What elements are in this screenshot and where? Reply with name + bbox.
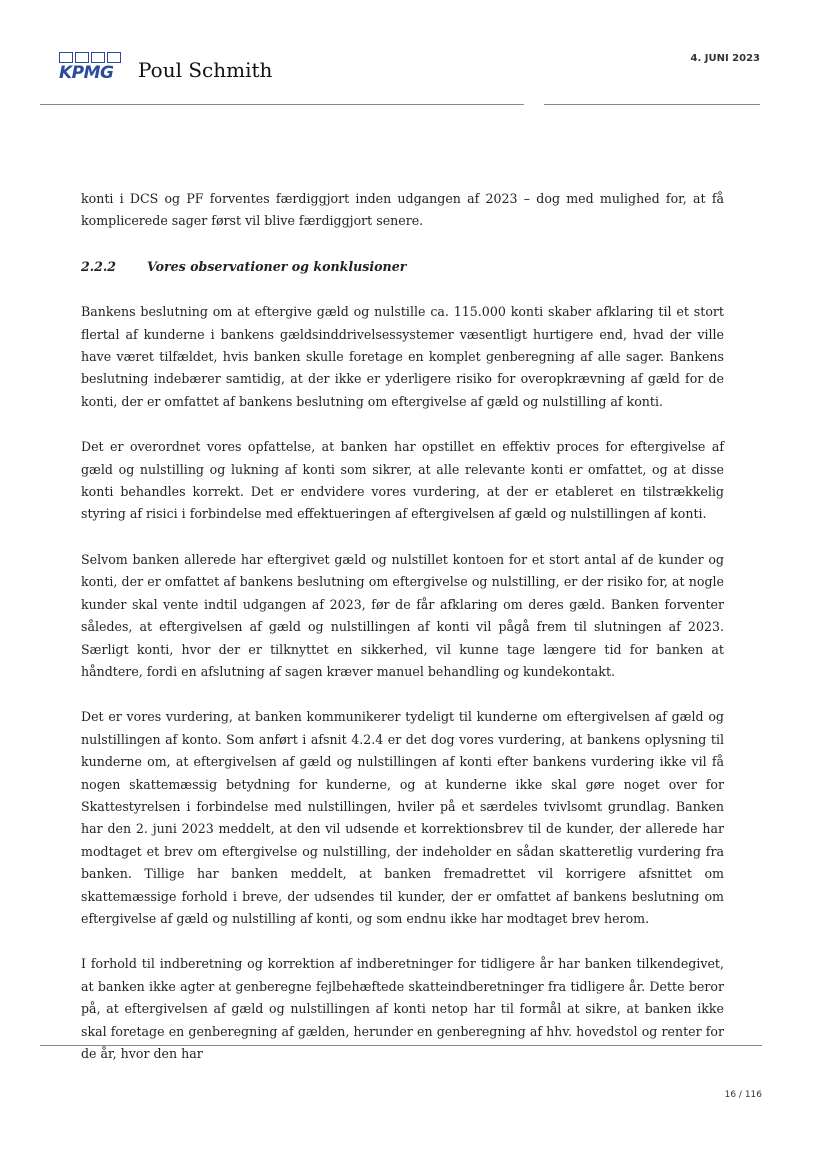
paragraph: I forhold til indberetning og korrektion af indberetninger for tidligere år har banken tilkendegivet, at banken ikke agter at genberegne fejlbehæftede skatteindberetninger fra tidligere år. Dette beror på, at eftergivelsen af gæld og nulstillingen af konti netop har til formål at sikre, at banken ikke skal foretage en genberegning af gælden, herunder en genberegning af hhv. hovedstol og renter for de år, hvor den har [81, 956, 724, 1061]
logo-text: KPMG [59, 63, 114, 83]
section-title: Vores observationer og konklusioner [147, 258, 407, 274]
header-divider-right [544, 104, 760, 105]
paragraph: Det er overordnet vores opfattelse, at banken har opstillet en effektiv proces for eftergivelse af gæld og nulstilling og lukning af konti som sikrer, at alle relevante konti er omfattet, og at disse konti behandles korrekt. Det er endvidere vores vurdering, at der er etableret en tilstrækkelig styring af risici i forbindelse med effektueringen af eftergivelsen af gæld og nulstillingen af konti. [81, 439, 724, 522]
company-name: Poul Schmith [138, 58, 273, 82]
page-number: 16 / 116 [724, 1090, 762, 1100]
page-header [0, 0, 827, 120]
section-heading [81, 256, 724, 278]
document-date: 4. JUNI 2023 [690, 53, 760, 64]
paragraph: Det er vores vurdering, at banken kommunikerer tydeligt til kunderne om eftergivelsen af gæld og nulstillingen af konto. Som anført i afsnit 4.2.4 er det dog vores vurdering, at bankens oplysning til kunderne om, at eftergivelsen af gæld og nulstillingen af konti efter bankens vurdering ikke vil få nogen skattemæssig betydning for kunderne, og at kunderne ikke skal gøre noget over for Skattestyrelsen i forbindelse med nulstillingen, hviler på et særdeles tvivlsomt grundlag. Banken har den 2. juni 2023 meddelt, at den vil udsende et korrektionsbrev til de kunder, der allerede har modtaget et brev om eftergivelse og nulstilling, der indeholder en sådan skatteretlig vurdering fra banken. Tillige har banken meddelt, at banken fremadrettet vil korrigere afsnittet om skattemæssige forhold i breve, der udsendes til kunder, der er omfattet af bankens beslutning om eftergivelse af gæld og nulstilling af konti, og som endnu ikke har modtaget brev herom. [81, 709, 724, 926]
footer-divider [40, 1045, 762, 1046]
paragraph: Selvom banken allerede har eftergivet gæld og nulstillet kontoen for et stort antal af de kunder og konti, der er omfattet af bankens beslutning om eftergivelse og nulstilling, er der risiko for, at nogle kunder skal vente indtil udgangen af 2023, før de får afklaring om deres gæld. Banken forventer således, at eftergivelsen af gæld og nulstillingen af konti vil pågå frem til slutningen af 2023. Særligt konti, hvor der er tilknyttet en sikkerhed, vil kunne tage længere tid for banken at håndtere, fordi en afslutning af sagen kræver manuel behandling og kundekontakt. [81, 551, 724, 679]
paragraph: Bankens beslutning om at eftergive gæld og nulstille ca. 115.000 konti skaber afklaring til et stort flertal af kunderne i bankens gældsinddrivelsessystemer væsentligt hurtigere end, hvad der ville have været tilfældet, hvis banken skulle foretage en komplet genberegning af alle sager. Bankens beslutning indebærer samtidig, at der ikke er yderligere risiko for overopkrævning af gæld for de konti, der er omfattet af bankens beslutning om eftergivelse af gæld og nulstilling af konti. [81, 304, 724, 409]
paragraph: konti i DCS og PF forventes færdiggjort inden udgangen af 2023 – dog med mulighed for, at få komplicerede sager først vil blive færdiggjort senere. [81, 191, 724, 229]
kpmg-logo [59, 52, 121, 82]
section-number: 2.2.2 [81, 258, 117, 274]
document-body [81, 188, 724, 1088]
header-divider-left [40, 104, 524, 105]
